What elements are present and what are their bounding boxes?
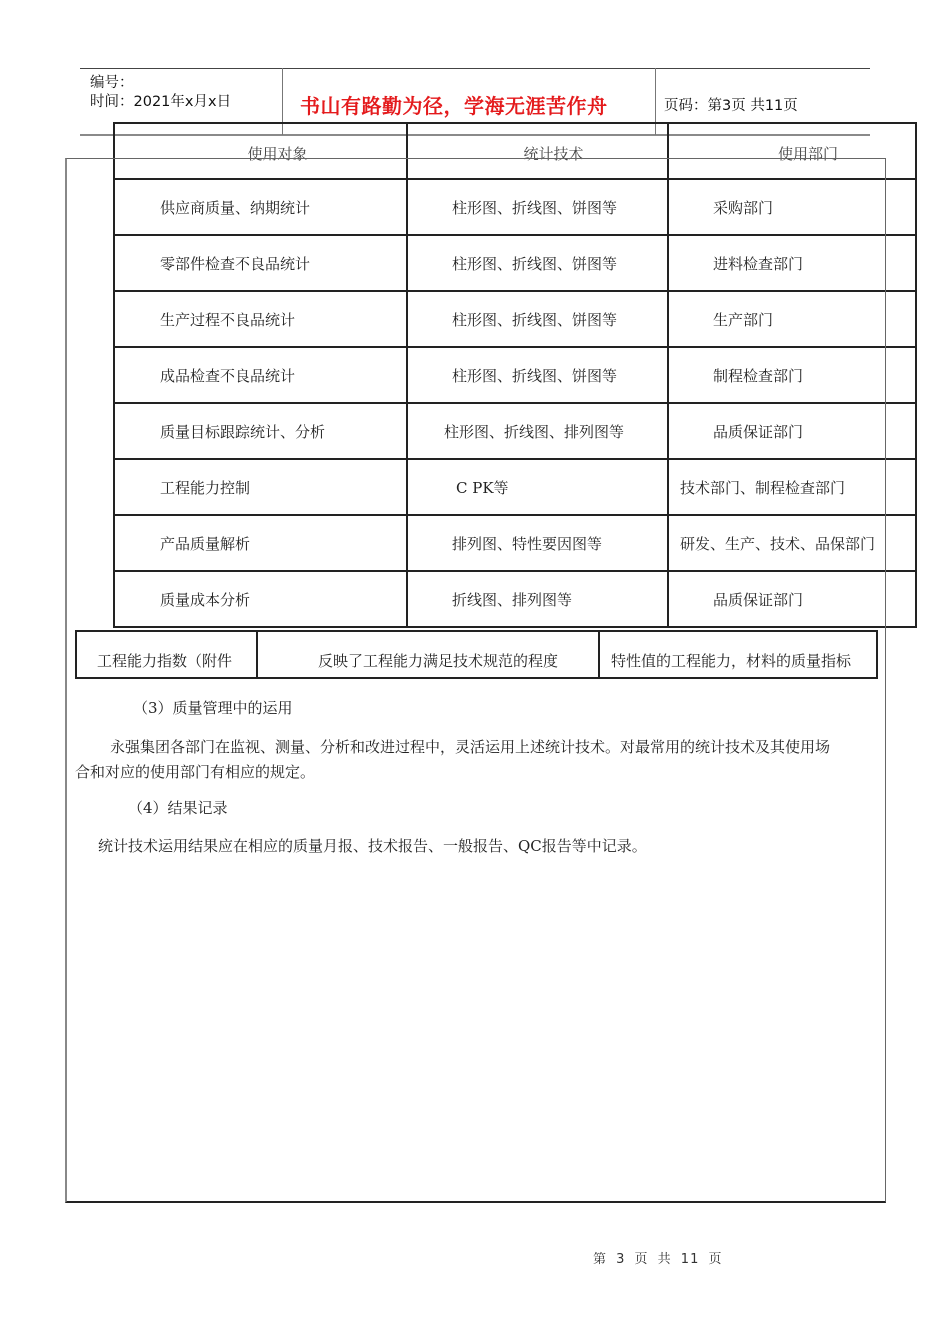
table-row xyxy=(114,571,916,627)
cell-object: 供应商质量、纳期统计 xyxy=(114,179,407,235)
cell-index-scope: 特性值的工程能力，材料的质量指标 xyxy=(599,631,877,678)
header-page-info: 页码：第3页 共11页 xyxy=(664,98,798,114)
document-number-label: 编号： xyxy=(90,75,134,91)
cell-technique: C PK等 xyxy=(407,459,668,515)
cell-department: 研发、生产、技术、品保部门 xyxy=(668,515,916,571)
section-4-title: （4）结果记录 xyxy=(128,799,228,817)
cell-object: 质量目标跟踪统计、分析 xyxy=(114,403,407,459)
cell-department: 品质保证部门 xyxy=(668,403,916,459)
cell-index-name: 工程能力指数（附件 xyxy=(76,631,257,678)
cell-technique: 折线图、排列图等 xyxy=(407,571,668,627)
table-row xyxy=(114,179,916,235)
table-header-row xyxy=(114,123,916,179)
header-motto: 书山有路勤为径，学海无涯苦作舟 xyxy=(300,94,608,118)
column-header-technique: 统计技术 xyxy=(407,123,668,179)
cell-department: 品质保证部门 xyxy=(668,571,916,627)
cell-department: 制程检查部门 xyxy=(668,347,916,403)
cell-object: 生产过程不良品统计 xyxy=(114,291,407,347)
capability-index-table xyxy=(75,630,878,679)
cell-technique: 柱形图、折线图、饼图等 xyxy=(407,235,668,291)
header-top-rule xyxy=(80,68,870,69)
cell-department: 采购部门 xyxy=(668,179,916,235)
table-row xyxy=(114,459,916,515)
cell-department: 生产部门 xyxy=(668,291,916,347)
document-date: 时间：2021年x月x日 xyxy=(90,94,232,110)
cell-technique: 柱形图、折线图、饼图等 xyxy=(407,179,668,235)
cell-technique: 排列图、特性要因图等 xyxy=(407,515,668,571)
table-row xyxy=(114,515,916,571)
section-3-text-line-2: 合和对应的使用部门有相应的规定。 xyxy=(75,763,316,781)
page-footer: 第 3 页 共 11 页 xyxy=(593,1252,723,1267)
cell-object: 工程能力控制 xyxy=(114,459,407,515)
section-4-text: 统计技术运用结果应在相应的质量月报、技术报告、一般报告、QC报告等中记录。 xyxy=(98,837,647,855)
table-row xyxy=(114,347,916,403)
table-row xyxy=(114,403,916,459)
cell-technique: 柱形图、折线图、排列图等 xyxy=(407,403,668,459)
section-3-text-line-1: 永强集团各部门在监视、测量、分析和改进过程中，灵活运用上述统计技术。对最常用的统计技术及其使用场 xyxy=(110,738,831,756)
cell-object: 成品检查不良品统计 xyxy=(114,347,407,403)
table-row xyxy=(114,291,916,347)
cell-technique: 柱形图、折线图、饼图等 xyxy=(407,291,668,347)
section-3-title: （3）质量管理中的运用 xyxy=(133,699,293,717)
cell-index-meaning: 反映了工程能力满足技术规范的程度 xyxy=(257,631,599,678)
cell-technique: 柱形图、折线图、饼图等 xyxy=(407,347,668,403)
table-row xyxy=(114,235,916,291)
cell-object: 产品质量解析 xyxy=(114,515,407,571)
cell-object: 零部件检查不良品统计 xyxy=(114,235,407,291)
cell-department: 技术部门、制程检查部门 xyxy=(668,459,916,515)
table-row xyxy=(76,631,877,678)
column-header-object: 使用对象 xyxy=(114,123,407,179)
cell-object: 质量成本分析 xyxy=(114,571,407,627)
cell-department: 进料检查部门 xyxy=(668,235,916,291)
statistics-technique-table xyxy=(113,122,917,628)
column-header-department: 使用部门 xyxy=(668,123,916,179)
